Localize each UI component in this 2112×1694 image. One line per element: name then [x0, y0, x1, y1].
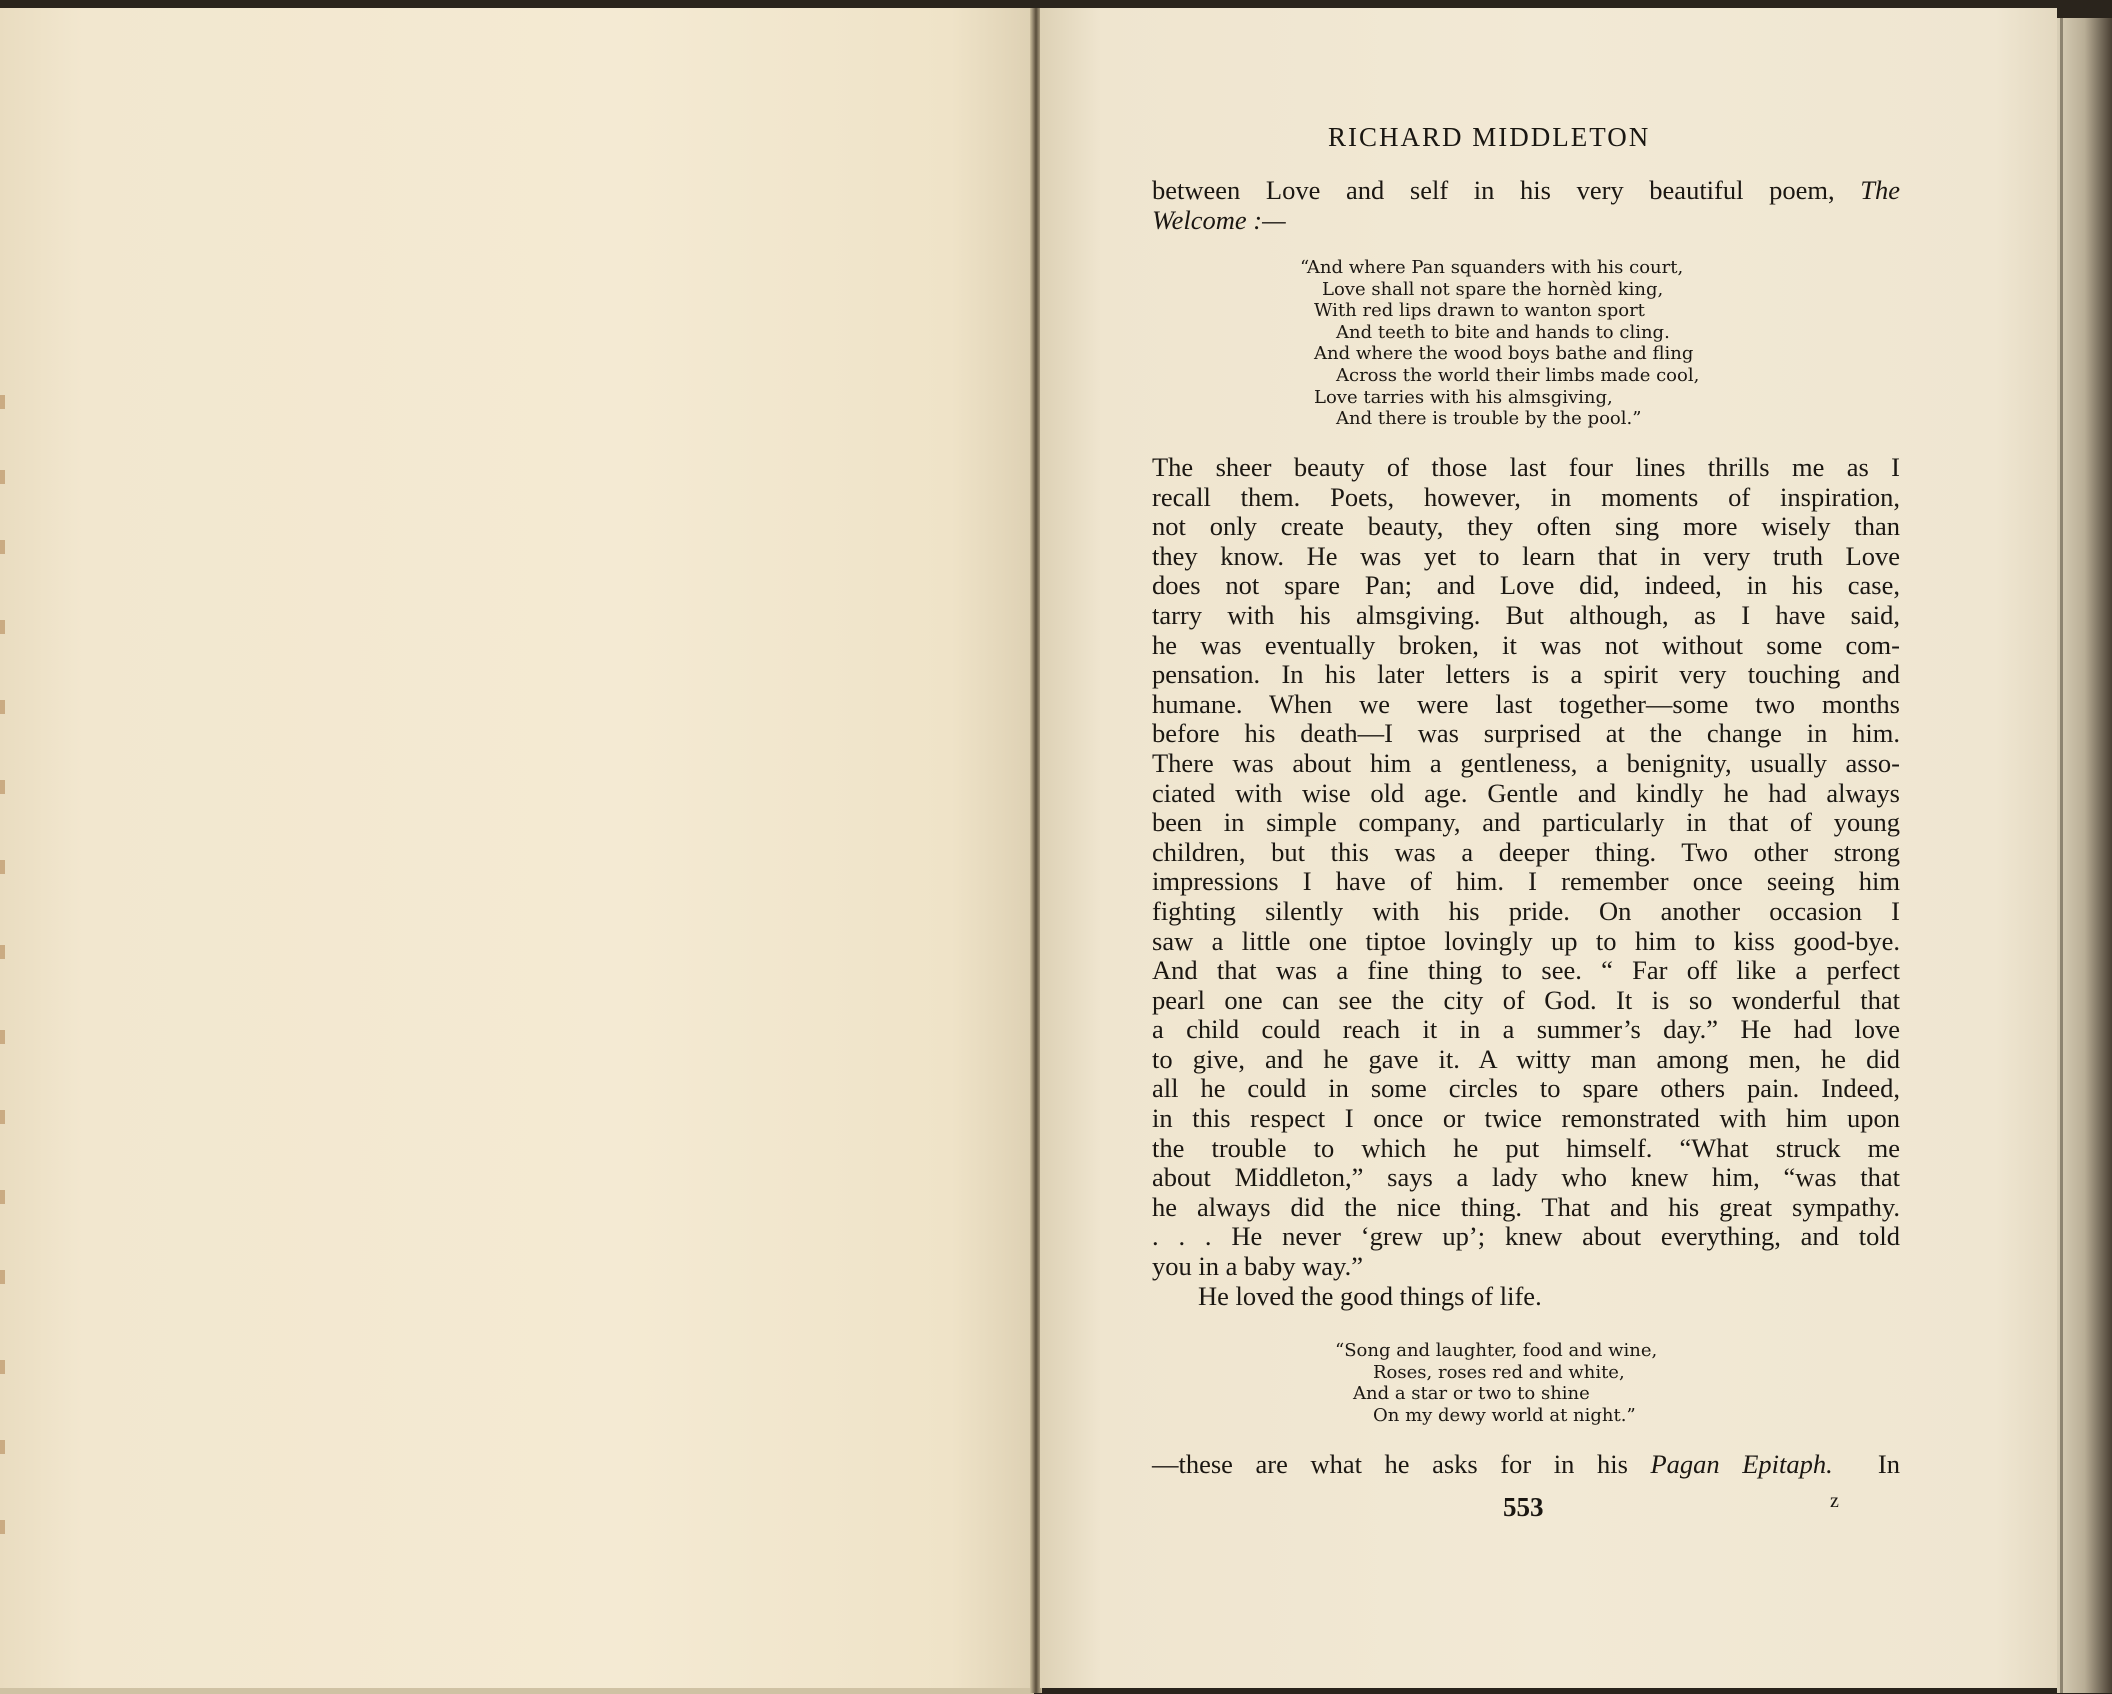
paragraph-line: he was eventually broken, it was not without some com-: [1152, 629, 1900, 660]
page-edge-line: [2060, 18, 2063, 1693]
main-paragraph: [1152, 453, 1900, 1311]
page-edge-stack: [2057, 18, 2112, 1693]
paragraph-line: the trouble to which he put himself. “What struck me: [1152, 1132, 1900, 1163]
verse-line: With red lips drawn to wanton sport: [1314, 300, 1645, 322]
paragraph-line: does not spare Pan; and Love did, indeed, in his case,: [1152, 570, 1900, 601]
running-head: RICHARD MIDDLETON: [1328, 122, 1651, 152]
verse-line: On my dewy world at night.”: [1373, 1404, 1636, 1426]
paragraph-line: children, but this was a deeper thing. Two other strong: [1152, 836, 1900, 867]
short-paragraph: He loved the good things of life.: [1198, 1280, 1542, 1311]
signature-mark: z: [1830, 1490, 1839, 1512]
paragraph-line: recall them. Poets, however, in moments of inspiration,: [1152, 481, 1900, 512]
closing-line: [1152, 1450, 1900, 1480]
paragraph-line: tarry with his almsgiving. But although, as I have said,: [1152, 599, 1900, 630]
verse-welcome: [1300, 257, 1699, 430]
intro-line-1: between Love and self in his very beautiful poem, The: [1152, 175, 1900, 205]
verse-line: And there is trouble by the pool.”: [1336, 408, 1642, 430]
paragraph-line: pensation. In his later letters is a spirit very touching and: [1152, 659, 1900, 690]
verse-line: Love tarries with his almsgiving,: [1314, 386, 1613, 408]
paragraph-line: humane. When we were last together—some two months: [1152, 688, 1900, 719]
intro-line-2: Welcome :—: [1152, 204, 1286, 235]
paragraph-line: There was about him a gentleness, a benignity, usually asso-: [1152, 747, 1900, 778]
verse-line: Roses, roses red and white,: [1373, 1361, 1625, 1383]
paragraph-line: to give, and he gave it. A witty man among men, he did: [1152, 1043, 1900, 1074]
verse-line: “And where Pan squanders with his court,: [1300, 257, 1684, 278]
verse-pagan-epitaph: [1335, 1340, 1657, 1426]
verse-line: Love shall not spare the hornèd king,: [1322, 278, 1664, 300]
verse-line: And a star or two to shine: [1353, 1383, 1590, 1405]
paragraph-line: about Middleton,” says a lady who knew him, “was that: [1152, 1162, 1900, 1193]
paragraph-line: impressions I have of him. I remember once seeing him: [1152, 866, 1900, 897]
paragraph-line: pearl one can see the city of God. It is so wonderful that: [1152, 984, 1900, 1015]
paragraph-line: fighting silently with his pride. On another occasion I: [1152, 895, 1900, 926]
verse-line: And where the wood boys bathe and fling: [1314, 343, 1694, 365]
verse-line: Across the world their limbs made cool,: [1336, 364, 1700, 386]
paragraph-line: ciated with wise old age. Gentle and kindly he had always: [1152, 777, 1900, 808]
paragraph-line: And that was a fine thing to see. “ Far off like a perfect: [1152, 955, 1900, 986]
closing-line-text: —these are what he asks for in his Pagan Epitaph. In: [1152, 1449, 1900, 1479]
paragraph-line: all he could in some circles to spare others pain. Indeed,: [1152, 1073, 1900, 1104]
paragraph-line: he always did the nice thing. That and his great sympathy.: [1152, 1191, 1900, 1222]
paragraph-line: you in a baby way.”: [1152, 1251, 1363, 1282]
page-number: 553: [1503, 1492, 1544, 1522]
paragraph-line: The sheer beauty of those last four lines thrills me as I: [1152, 452, 1900, 482]
verse-line: And teeth to bite and hands to cling.: [1336, 321, 1670, 343]
verse-line: “Song and laughter, food and wine,: [1335, 1340, 1658, 1361]
left-page-blank: [0, 8, 1034, 1694]
paragraph-line: a child could reach it in a summer’s day.” He had love: [1152, 1014, 1900, 1045]
paragraph-line: been in simple company, and particularly in that of young: [1152, 807, 1900, 838]
intro-text: [1152, 176, 1900, 235]
paragraph-line: before his death—I was surprised at the change in him.: [1152, 718, 1900, 749]
paragraph-line: not only create beauty, they often sing more wisely than: [1152, 511, 1900, 542]
paragraph-line: saw a little one tiptoe lovingly up to him to kiss good-bye.: [1152, 925, 1900, 956]
paragraph-line: they know. He was yet to learn that in very truth Love: [1152, 540, 1900, 571]
paragraph-line: in this respect I once or twice remonstrated with him upon: [1152, 1103, 1900, 1134]
paragraph-line: . . . He never ‘grew up’; knew about everything, and told: [1152, 1221, 1900, 1252]
